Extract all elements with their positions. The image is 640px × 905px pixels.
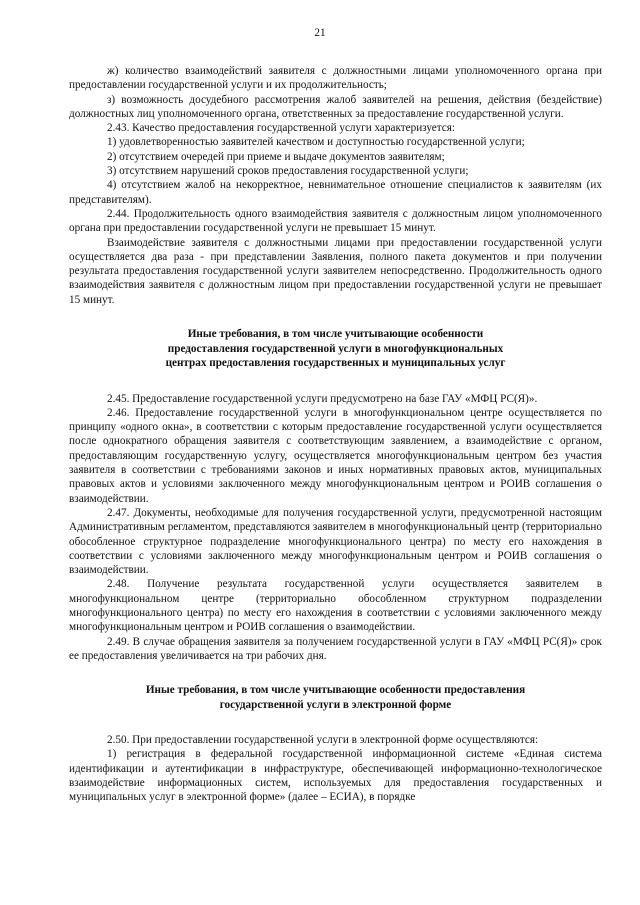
paragraph-zh: ж) количество взаимодействий заявителя с должностными лицами уполномоченного органа при предоставлении государственной услуги и их продолжительность; <box>69 65 602 92</box>
section-heading-mfc-line-3: центрах предоставления государственных и муниципальных услуг <box>165 357 506 370</box>
list-item-2: 2) отсутствием очередей при приеме и выдаче документов заявителям; <box>107 150 445 163</box>
paragraph-2-50: 2.50. При предоставлении государственной услуги в электронной форме осуществляются: <box>107 734 539 747</box>
paragraph-2-44: 2.44. Продолжительность одного взаимодействия заявителя с должностным лицом уполномоченного органа при предоставлении государственной услуги не превышает 15 минут. <box>69 207 602 235</box>
list-item-1: 1) удовлетворенностью заявителей качеством и доступностью государственной услуги; <box>107 136 525 149</box>
paragraph-esia: 1) регистрация в федеральной государственной информационной системе «Единая система идентификации и аутентификации в инфраструктуре, обеспечивающей информационно-технологическое взаимодействие информационных систем, используемых для предоставления государственных и муниципальных услуг в электронной форме» (далее – ЕСИА), в порядке <box>69 748 602 804</box>
list-item-4: 4) отсутствием жалоб на некорректное, невнимательное отношение специалистов к заявителям (их представителям). <box>69 179 602 206</box>
paragraph-2-43: 2.43. Качество предоставления государственной услуги характеризуется: <box>107 122 456 135</box>
paragraph-2-45: 2.45. Предоставление государственной услуги предусмотрено на базе ГАУ «МФЦ РС(Я)». <box>107 392 538 405</box>
section-heading-mfc-line-1: Иные требования, в том числе учитывающие особенности <box>187 328 484 341</box>
page-content <box>69 64 602 805</box>
paragraph-2-49: 2.49. В случае обращения заявителя за получением государственной услуги в ГАУ «МФЦ РС(Я)» срок ее предоставления увеличивается на три рабочих дня. <box>69 635 602 662</box>
section-heading-electronic-line-2: государственной услуги в электронной форме <box>219 698 452 711</box>
paragraph-interaction: Взаимодействие заявителя с должностными лицами при предоставлении государственной услуги осуществляется два раза - при представлении Заявления, полного пакета документов и при получении результата предоставления государственной услуги заявителем непосредственно. Продолжительность одного взаимодействия заявителя с должностным лицом при предоставлении государственной услуги не превышает 15 минут. <box>69 236 602 306</box>
paragraph-2-46: 2.46. Предоставление государственной услуги в многофункциональном центре осуществляется по принципу «одного окна», в соответствии с которым предоставление государственной услуги осуществляется после однократного обращения заявителя с соответствующим заявлением, а взаимодействие с органом, предоставляющим государственную услугу, осуществляется многофункциональным центром без участия заявителя в соответствии с требованиями законов и иных нормативных правовых актов, муниципальных правовых актов и условиями заключенного между многофункциональным центром и РОИВ соглашения о взаимодействии. <box>69 406 602 505</box>
paragraph-2-47: 2.47. Документы, необходимые для получения государственной услуги, предусмотренной настоящим Административным регламентом, представляются заявителем в многофункциональный центр (территориально обособленное структурное подразделение многофункционального центра) по месту его нахождения в соответствии с условиями заключенного между многофункциональным центром и РОИВ соглашения о взаимодействии. <box>69 506 602 577</box>
section-heading-mfc-line-2: предоставления государственной услуги в многофункциональных <box>167 342 504 355</box>
page-number: 21 <box>314 27 326 39</box>
section-heading-electronic-line-1: Иные требования, в том числе учитывающие особенности предоставления <box>145 684 526 697</box>
paragraph-z: з) возможность досудебного рассмотрения жалоб заявителей на решения, действия (бездействие) должностных лиц уполномоченного органа, ответственных за предоставление государственной услуги. <box>69 93 602 120</box>
list-item-3: 3) отсутствием нарушений сроков предоставления государственной услуги; <box>107 165 469 178</box>
paragraph-2-48: 2.48. Получение результата государственной услуги осуществляется заявителем в многофункциональном центре (территориально обособленном структурном подразделении многофункционального центра) по месту его нахождения в соответствии с условиями заключенного между многофункциональным центром и РОИВ соглашения о взаимодействии. <box>69 578 602 634</box>
